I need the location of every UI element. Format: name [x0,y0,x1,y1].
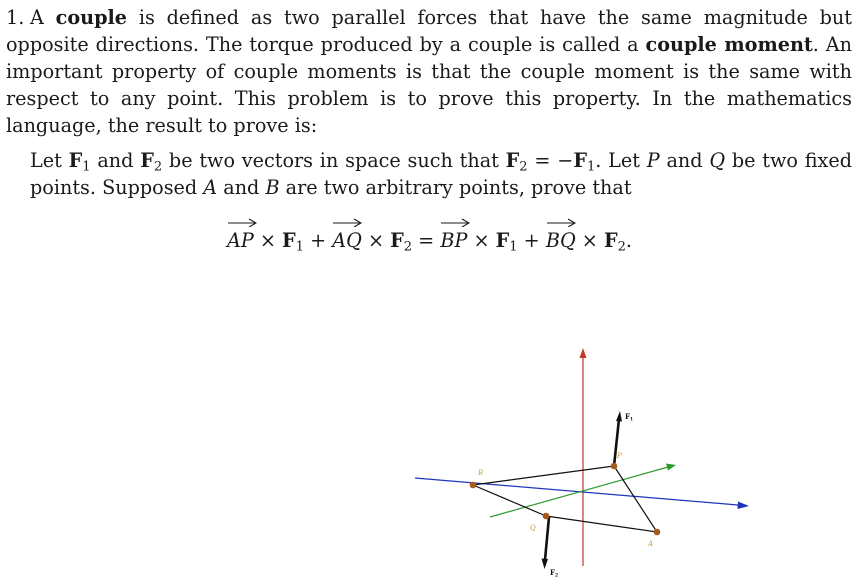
force-f1-arrowhead [616,411,622,422]
point-q: Q [709,149,726,172]
subscript: 2 [617,239,626,255]
point-b-marker [470,482,477,489]
blue-axis-arrowhead [738,502,750,510]
label-b: B [478,469,484,477]
label-f1 [625,412,633,423]
text-run: = − [527,149,574,172]
blue-axis [415,478,738,505]
label-q: Q [530,524,536,532]
point-q-marker [543,513,550,520]
text-run: . An important property of couple moments is that the couple moment is the same with respect to any point. This problem is to prove this property. In the mathematics language, the result to prove is: [6,33,853,137]
times-sign: × [575,229,604,252]
vector-f: F [573,149,587,172]
point-b: B [265,176,280,199]
point-a-marker [654,529,661,536]
plus-sign: + [303,229,333,252]
segment-bp [473,466,614,485]
label-f2-sub: 2 [554,573,559,579]
text-run: and [659,149,710,172]
vector-f: F [68,149,83,172]
label-f2 [550,568,558,579]
term-couple: couple [55,6,128,29]
green-axis [490,467,668,517]
force-f2-arrowhead [542,559,549,570]
vector-bp-label: BP [440,229,468,252]
vector-ap-label: AP [226,229,254,252]
force-f2-vector [545,517,549,560]
plus-sign: + [517,229,546,252]
subscript: 1 [509,239,518,255]
times-sign: × [253,229,283,252]
subscript: 2 [403,239,413,255]
vertical-axis-arrowhead [580,348,587,358]
vector-bq-label: BQ [545,229,576,252]
label-f1-main: F [625,412,630,421]
vector-f: F [505,149,520,172]
subscript: 1 [82,159,91,175]
times-sign: × [467,229,496,252]
text-run: and [90,149,141,172]
term-couple-moment: couple moment [645,33,813,56]
label-f1-sub: 1 [629,417,634,423]
text-run: . Let [595,149,647,172]
text-run: and [217,176,266,199]
vector-f: F [495,229,510,252]
problem-number: 1. [6,6,25,29]
green-axis-arrowhead [666,464,676,471]
text-run: A [30,6,56,29]
equals-sign: = [412,229,441,252]
point-p: P [646,149,660,172]
text-run: be two vectors in space such that [162,149,506,172]
subscript: 2 [519,159,528,175]
vector-f: F [603,229,618,252]
text-run: Let [30,149,69,172]
vector-f: F [390,229,404,252]
point-p-marker [611,463,618,470]
period: . [625,229,633,252]
subscript: 1 [586,159,596,175]
subscript: 1 [295,239,304,255]
vector-f: F [140,149,154,172]
label-f2-main: F [550,568,555,577]
text-run: are two arbitrary points, prove that [279,176,632,199]
vector-f: F [282,229,296,252]
segment-qa [546,516,657,532]
vector-aq-label: AQ [332,229,362,252]
text-run: be two fixed points. Supposed [30,149,852,199]
label-a: A [648,540,654,548]
text-run: is defined as two parallel forces that have the same magnitude but opposite directions. The torque produced by a couple is called a [6,6,852,56]
times-sign: × [361,229,391,252]
label-p: P [617,452,622,460]
subscript: 2 [153,159,163,175]
point-a: A [203,176,218,199]
